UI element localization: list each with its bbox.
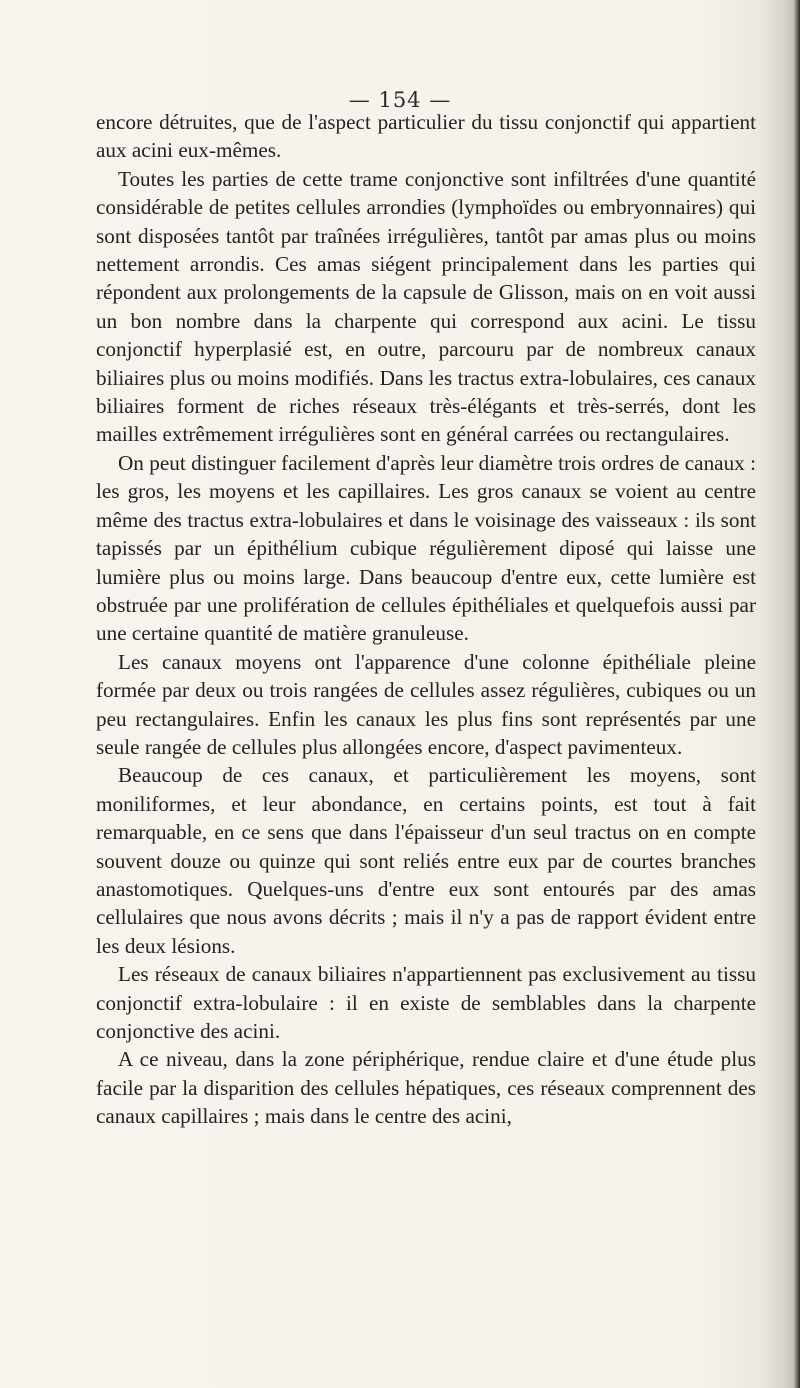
page-edge-shadow <box>794 0 800 1388</box>
paragraph: Les réseaux de canaux biliaires n'appartiennent pas exclusivement au tissu conjonctif extra-lobulaire : il en existe de semblables dans la charpente conjonctive des acini. <box>96 962 756 1043</box>
paragraph-continuation: encore détruites, que de l'aspect particulier du tissu conjonctif qui appartient aux acini eux-mêmes. <box>96 110 756 163</box>
paragraph: Les canaux moyens ont l'apparence d'une colonne épithéliale pleine formée par deux ou trois rangées de cellules assez régulières, cubiques ou un peu rectangulaires. Enfin les canaux les plus fins sont représentés par une seule rangée de cellules plus allongées encore, d'aspect pavimenteux. <box>96 649 756 759</box>
page-number: — 154 — <box>348 88 452 112</box>
paragraph: Beaucoup de ces canaux, et particulièrement les moyens, sont moniliformes, et leur abondance, en certains points, est tout à fait remarquable, en ce sens que dans l'épaisseur d'un seul tractus on en compte souvent douze ou quinze qui sont reliés entre eux par de courtes branches anastomotiques. Quelques-uns d'entre eux sont entourés par des amas cellulaires que nous avons décrits ; mais il n'y a pas de rapport évident entre les deux lésions. <box>96 763 756 958</box>
body-text <box>96 108 756 1131</box>
paragraph: Toutes les parties de cette trame conjonctive sont infiltrées d'une quantité considérable de petites cellules arrondies (lymphoïdes ou embryonnaires) qui sont disposées tantôt par traînées irrégulières, tantôt par amas plus ou moins nettement arrondis. Ces amas siégent principalement dans les parties qui répondent aux prolongements de la capsule de Glisson, mais on en voit aussi un bon nombre dans la charpente qui correspond aux acini. Le tissu conjonctif hyperplasié est, en outre, parcouru par de nombreux canaux biliaires plus ou moins modifiés. Dans les tractus extra-lobulaires, ces canaux biliaires forment de riches réseaux très-élégants et très-serrés, dont les mailles extrêmement irrégulières sont en général carrées ou rectangulaires. <box>96 166 756 447</box>
paragraph: A ce niveau, dans la zone périphérique, rendue claire et d'une étude plus facile par la disparition des cellules hépatiques, ces réseaux comprennent des canaux capillaires ; mais dans le centre des acini, <box>96 1047 756 1129</box>
paragraph: On peut distinguer facilement d'après leur diamètre trois ordres de canaux : les gros, les moyens et les capillaires. Les gros canaux se voient au centre même des tractus extra-lobulaires et dans le voisinage des vaisseaux : ils sont tapissés par un épithélium cubique régulièrement diposé qui laisse une lumière plus ou moins large. Dans beaucoup d'entre eux, cette lumière est obstruée par une prolifération de cellules épithéliales et quelquefois aussi par une certaine quantité de matière granuleuse. <box>96 450 756 646</box>
